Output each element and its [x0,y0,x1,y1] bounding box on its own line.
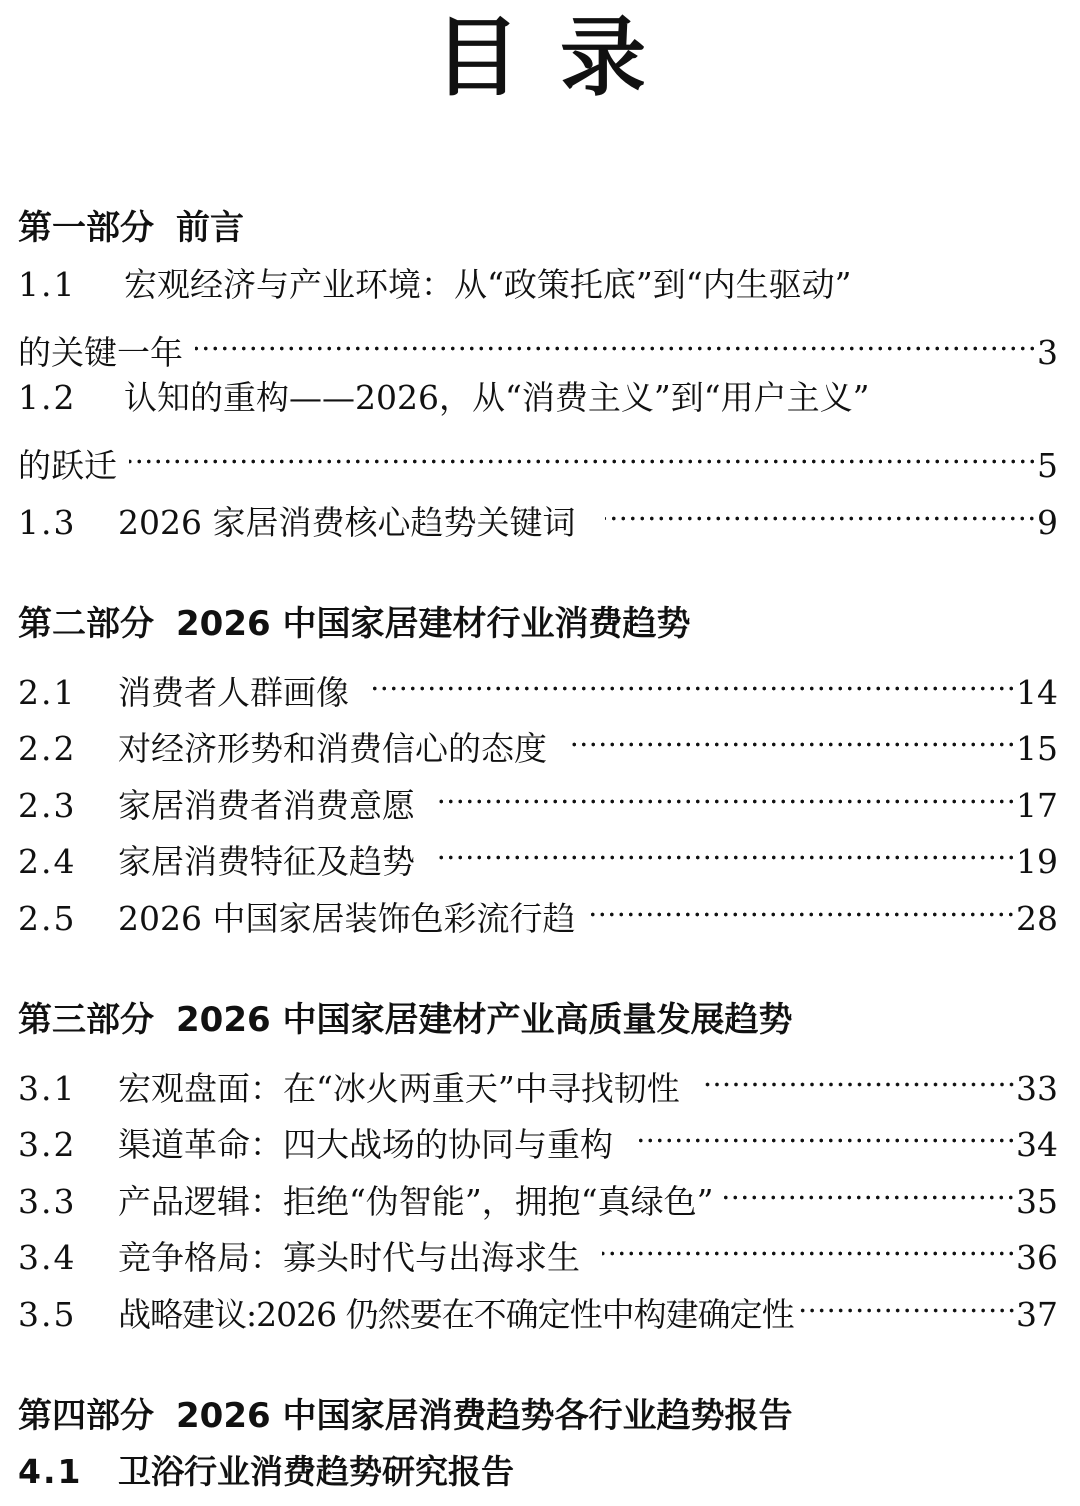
entry-number: 2.3 [18,786,77,825]
entry-text: 宏观盘面：在“冰火两重天”中寻找韧性 [118,1069,680,1108]
entry-number: 2.1 [18,673,77,712]
toc-entry-4-1[interactable] [18,1449,1058,1495]
dot-leader [605,488,1037,534]
page-number: 35 [1016,1182,1058,1221]
toc-entry-1-1[interactable] [18,262,1058,308]
title-char-1: 目 [434,7,560,108]
dot-leader [129,431,1037,477]
entry-number: 3.4 [18,1238,77,1277]
dot-leader [437,827,1016,873]
page-number: 14 [1016,673,1058,712]
entry-text: 渠道革命：四大战场的协同与重构 [118,1125,613,1164]
entry-text: 家居消费者消费意愿 [118,786,415,825]
entry-text: 家居消费特征及趋势 [118,842,415,881]
page-number: 33 [1016,1069,1058,1108]
entry-number: 3.5 [18,1295,77,1334]
toc-entry-3-1[interactable] [18,1054,1058,1112]
page-number: 28 [1016,899,1058,938]
dot-leader [371,658,1016,704]
entry-number: 2.2 [18,729,77,768]
toc-entry-2-3[interactable] [18,771,1058,829]
toc-entry-1-1-continued[interactable] [18,318,1058,376]
page-number: 37 [1016,1295,1058,1334]
part-title: 前言 [176,208,244,248]
page-number: 36 [1016,1238,1058,1277]
entry-text: 卫浴行业消费趋势研究报告 [118,1452,514,1491]
dot-leader [723,1167,1016,1213]
entry-number: 1.3 [18,503,77,542]
toc-entry-2-4[interactable] [18,827,1058,885]
dot-leader [589,884,1016,930]
entry-number: 3.2 [18,1125,77,1164]
entry-text: 战略建议:2026 仍然要在不确定性中构建确定性 [118,1295,794,1334]
page-number: 19 [1016,842,1058,881]
toc-entry-2-2[interactable] [18,714,1058,772]
part-title: 2026 中国家居建材产业高质量发展趋势 [176,1000,793,1040]
entry-number: 2.5 [18,899,77,938]
toc-entry-1-2[interactable] [18,375,1058,421]
toc-entry-3-5[interactable] [18,1280,1058,1338]
entry-text: 2026 中国家居装饰色彩流行趋 [118,899,576,938]
entry-number: 1.2 [18,378,77,417]
page-number: 3 [1037,333,1058,372]
entry-text-continued: 的关键一年 [18,333,183,372]
part-label: 第三部分 [18,1000,154,1040]
entry-text-continued: 的跃迁 [18,446,117,485]
page-number: 15 [1016,729,1058,768]
part-label: 第二部分 [18,604,154,644]
part-heading-1[interactable] [18,205,1060,251]
page-number: 5 [1037,446,1058,485]
page-number: 17 [1016,786,1058,825]
part-title: 2026 中国家居消费趋势各行业趋势报告 [176,1396,793,1436]
entry-text: 产品逻辑：拒绝“伪智能”，拥抱“真绿色” [118,1182,714,1221]
page-title [0,8,1080,108]
dot-leader [569,714,1016,760]
toc-entry-3-3[interactable] [18,1167,1058,1225]
toc-entry-2-1[interactable] [18,658,1058,716]
entry-number: 2.4 [18,842,77,881]
toc-entry-1-3[interactable] [18,488,1058,546]
toc-entry-2-5[interactable] [18,884,1058,942]
part-heading-3[interactable] [18,997,1060,1043]
part-heading-2[interactable] [18,601,1060,647]
dot-leader [602,1223,1016,1269]
part-heading-4[interactable] [18,1393,1060,1439]
part-title: 2026 中国家居建材行业消费趋势 [176,604,691,644]
part-label: 第一部分 [18,208,154,248]
entry-text: 宏观经济与产业环境：从“政策托底”到“内生驱动” [124,265,852,304]
dot-leader [798,1280,1016,1326]
dot-leader [437,771,1016,817]
page-number: 34 [1016,1125,1058,1164]
dot-leader [702,1054,1016,1100]
part-label: 第四部分 [18,1396,154,1436]
toc-entry-3-2[interactable] [18,1110,1058,1168]
entry-number: 4.1 [18,1452,83,1491]
entry-number: 3.3 [18,1182,77,1221]
entry-text: 2026 家居消费核心趋势关键词 [118,503,576,542]
entry-text: 对经济形势和消费信心的态度 [118,729,547,768]
page-number: 9 [1037,503,1058,542]
dot-leader [635,1110,1016,1156]
title-char-2: 录 [560,7,646,108]
entry-text: 竞争格局：寡头时代与出海求生 [118,1238,580,1277]
entry-text: 认知的重构——2026，从“消费主义”到“用户主义” [124,378,870,417]
entry-number: 3.1 [18,1069,77,1108]
entry-text: 消费者人群画像 [118,673,349,712]
dot-leader [195,318,1037,364]
toc-entry-3-4[interactable] [18,1223,1058,1281]
entry-number: 1.1 [18,265,77,304]
toc-entry-1-2-continued[interactable] [18,431,1058,489]
